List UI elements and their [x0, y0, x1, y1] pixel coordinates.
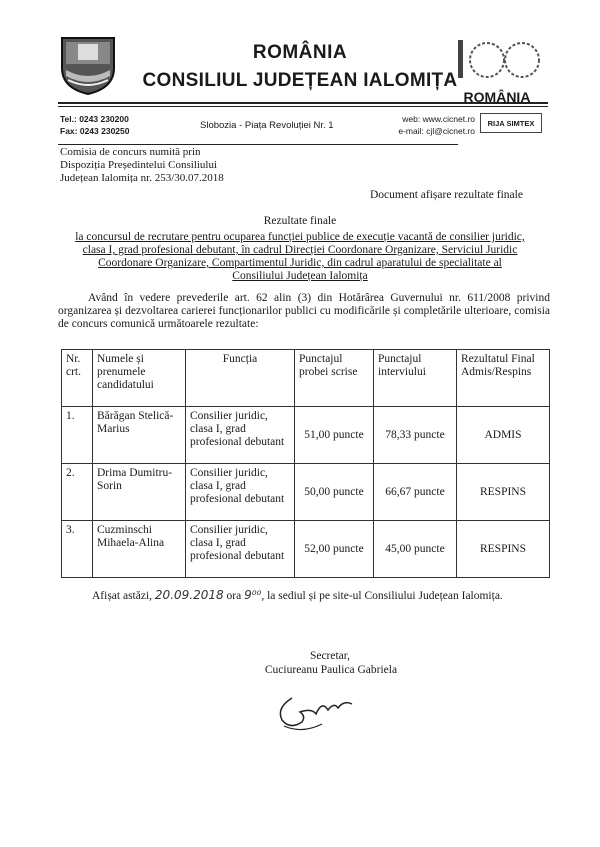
- fax-number: Fax: 0243 230250: [60, 126, 130, 136]
- header-name: Numele și prenumele candidatului: [93, 350, 186, 407]
- title-line-2: clasa I, grad profesional debutant, în cadrul Direcției Coordonare Organizare, Serviciul Juridic: [82, 244, 518, 256]
- email: e-mail: cjl@cicnet.ro: [398, 126, 475, 136]
- certification-label: RIJA SIMTEX: [480, 113, 542, 133]
- title-line-1: la concursul de recrutare pentru ocuparea funcției publice de execuție vacantă de consilier juridic,: [75, 231, 525, 243]
- web-email-block: [375, 113, 475, 137]
- secretary-title: Secretar,: [309, 650, 351, 662]
- commission-block: [60, 146, 224, 185]
- row-nr: 1.: [62, 407, 93, 464]
- commission-line-3: Județean Ialomița nr. 253/30.07.2018: [60, 172, 224, 184]
- title-block: [70, 215, 530, 283]
- header-nr: Nr. crt.: [62, 350, 93, 407]
- title-line-3: Coordonare Organizare, Compartimentul Juridic, din cadrul aparatului de specialitate al: [98, 257, 502, 269]
- posted-prefix: Afișat astăzi,: [92, 590, 153, 602]
- row-name: Bărăgan Stelică-Marius: [93, 407, 186, 464]
- posted-line: [92, 588, 503, 602]
- row-interview: 78,33 puncte: [374, 407, 457, 464]
- row-interview: 45,00 puncte: [374, 521, 457, 578]
- row-written: 50,00 puncte: [295, 464, 374, 521]
- table-row: [62, 521, 550, 578]
- certification-logo: [480, 113, 542, 143]
- row-result: ADMIS: [457, 407, 550, 464]
- row-nr: 2.: [62, 464, 93, 521]
- commission-line-2: Dispoziția Președintelui Consiliului: [60, 159, 218, 171]
- row-written: 52,00 puncte: [295, 521, 374, 578]
- table-row: [62, 464, 550, 521]
- header-written: Punctajul probei scrise: [295, 350, 374, 407]
- posted-date: 20.09.2018: [154, 588, 224, 602]
- phone-number: Tel.: 0243 230200: [60, 114, 129, 124]
- header-rule-thin: [58, 106, 548, 107]
- posted-ora-label: ora: [226, 590, 242, 602]
- table-row: [62, 407, 550, 464]
- commission-line-1: Comisia de concurs numită prin: [60, 146, 201, 158]
- row-function: Consilier juridic, clasa I, grad profesional debutant: [186, 407, 295, 464]
- header-interview: Punctajul interviului: [374, 350, 457, 407]
- row-result: RESPINS: [457, 521, 550, 578]
- institution-heading: CONSILIUL JUDEȚEAN IALOMIȚA: [142, 70, 458, 91]
- address: Slobozia - Piața Revoluției Nr. 1: [200, 120, 334, 131]
- posted-suffix: , la sediul și pe site-ul Consiliului Județean Ialomița.: [261, 590, 503, 602]
- intro-text: Având în vedere prevederile art. 62 alin (3) din Hotărârea Guvernului nr. 611/2008 privind organizarea și dezvoltarea carierei funcționarilor publici cu modificările și completările ulterioare, comisia de concurs comunică următoarele rezultate:: [58, 292, 550, 330]
- row-result: RESPINS: [457, 464, 550, 521]
- document-type: Document afișare rezultate finale: [370, 189, 523, 201]
- phone-fax-block: [60, 113, 129, 137]
- website: web: www.cicnet.ro: [402, 114, 475, 124]
- row-name: Drima Dumitru-Sorin: [93, 464, 186, 521]
- title-line-4: Consiliului Județean Ialomița: [232, 270, 368, 282]
- title-heading: Rezultate finale: [263, 215, 337, 227]
- header-result: Rezultatul Final Admis/Respins: [457, 350, 550, 407]
- coat-of-arms-icon: [58, 34, 118, 96]
- row-interview: 66,67 puncte: [374, 464, 457, 521]
- row-written: 51,00 puncte: [295, 407, 374, 464]
- contact-rule: [58, 144, 458, 145]
- results-table: [61, 349, 550, 578]
- header-rule: [58, 102, 548, 104]
- row-name: Cuzminschi Mihaela-Alina: [93, 521, 186, 578]
- centenary-logo: [452, 36, 542, 108]
- header-function: Funcția: [186, 350, 295, 407]
- row-function: Consilier juridic, clasa I, grad profesional debutant: [186, 464, 295, 521]
- table-header-row: [62, 350, 550, 407]
- signature-icon: [272, 690, 362, 732]
- country-heading: ROMÂNIA: [252, 42, 348, 63]
- intro-paragraph: [58, 292, 550, 331]
- row-nr: 3.: [62, 521, 93, 578]
- posted-time: 9⁰⁰: [244, 588, 262, 602]
- centenary-logo-text: ROMÂNIA: [463, 89, 531, 105]
- centenary-100-icon: [452, 36, 542, 86]
- secretary-name: Cuciureanu Paulica Gabriela: [264, 664, 398, 676]
- row-function: Consilier juridic, clasa I, grad profesional debutant: [186, 521, 295, 578]
